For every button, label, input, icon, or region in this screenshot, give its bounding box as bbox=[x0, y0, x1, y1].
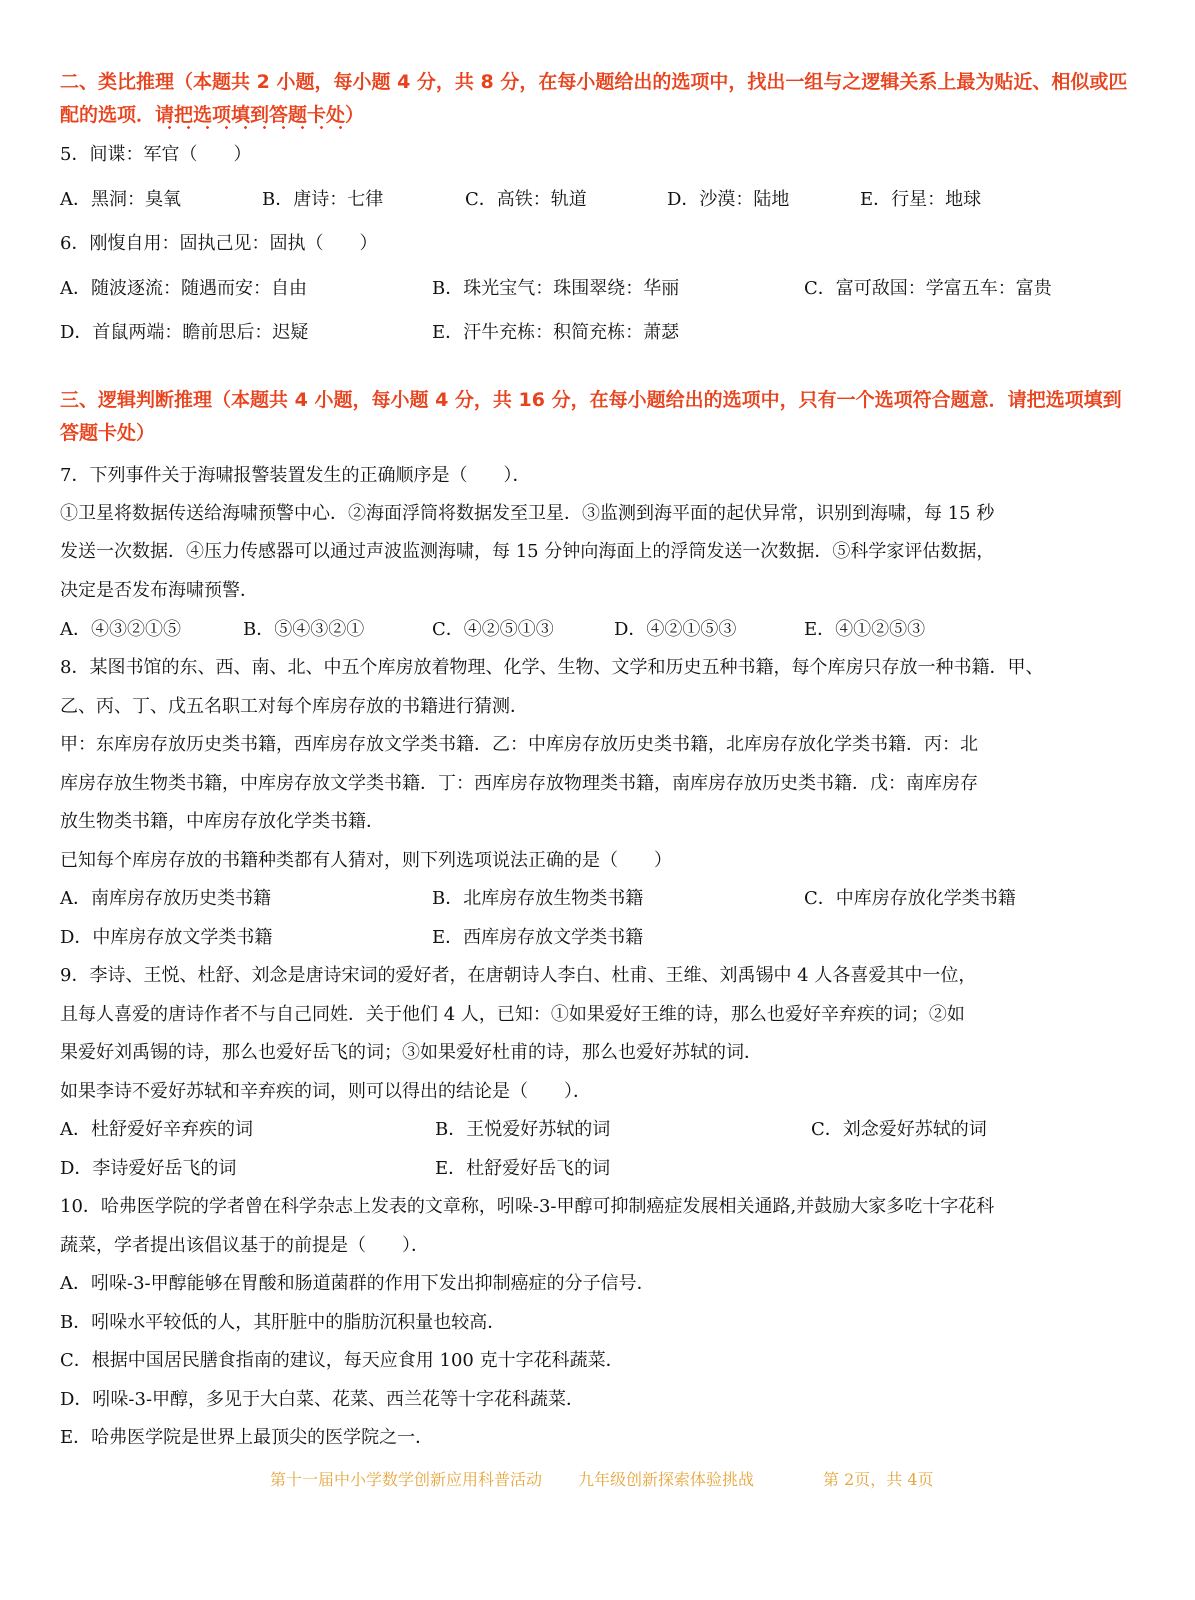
section-heading-logic bbox=[60, 384, 1140, 450]
question-9-text: 果爱好刘禹锡的诗，那么也爱好岳飞的词；③如果爱好杜甫的诗，那么也爱好苏轼的词． bbox=[60, 1042, 762, 1063]
q8-option-c[interactable]: C．中库房存放化学类书籍 bbox=[804, 888, 1016, 909]
question-7-text: 发送一次数据．④压力传感器可以通过声波监测海啸，每 15 分钟向海面上的浮筒发送一次数据．⑤科学家评估数据， bbox=[60, 541, 995, 562]
q7-option-e[interactable]: E．④①②⑤③ bbox=[804, 619, 926, 640]
q5-option-e[interactable]: E．行星：地球 bbox=[860, 189, 982, 210]
question-8-text: 放生物类书籍，中库房存放化学类书籍． bbox=[60, 811, 384, 832]
question-7-text: 决定是否发布海啸预警． bbox=[60, 580, 258, 601]
q8-option-b[interactable]: B．北库房存放生物类书籍 bbox=[432, 888, 644, 909]
question-8-text: 库房存放生物类书籍，中库房存放文学类书籍．丁：西库房存放物理类书籍，南库房存放历史类书籍．戊：南库房存 bbox=[60, 773, 978, 794]
question-7-stem: 7．下列事件关于海啸报警装置发生的正确顺序是（ ）． bbox=[60, 465, 531, 486]
question-6-stem: 6．刚愎自用：固执己见：固执（ ） bbox=[60, 233, 378, 254]
question-10-text: 蔬菜，学者提出该倡议基于的前提是（ ）． bbox=[60, 1235, 429, 1256]
q7-option-d[interactable]: D．④②①⑤③ bbox=[614, 619, 737, 640]
q8-option-d[interactable]: D．中库房存放文学类书籍 bbox=[60, 927, 273, 948]
q10-option-d[interactable]: D．吲哚-3-甲醇，多见于大白菜、花菜、西兰花等十字花科蔬菜． bbox=[60, 1389, 585, 1410]
question-5-stem: 5．间谍：军官（ ） bbox=[60, 144, 252, 165]
section-heading-text-end: ） bbox=[345, 104, 365, 126]
q7-option-c[interactable]: C．④②⑤①③ bbox=[432, 619, 554, 640]
question-8-text: 8．某图书馆的东、西、南、北、中五个库房放着物理、化学、生物、文学和历史五种书籍，每个库房只存放一种书籍．甲、 bbox=[60, 657, 1044, 678]
q9-option-b[interactable]: B．王悦爱好苏轼的词 bbox=[435, 1119, 611, 1140]
section-heading-text: 三、逻辑判断推理（本题共 4 小题，每小题 4 分，共 16 分，在每小题给出的选项中，只有一个选项符合题意． bbox=[60, 389, 1008, 411]
q9-option-e[interactable]: E．杜舒爱好岳飞的词 bbox=[435, 1158, 611, 1179]
q6-option-d[interactable]: D．首鼠两端：瞻前思后：迟疑 bbox=[60, 322, 309, 343]
footer-event-name: 第十一届中小学数学创新应用科普活动 bbox=[270, 1470, 543, 1489]
q8-option-e[interactable]: E．西库房存放文学类书籍 bbox=[432, 927, 644, 948]
q6-option-e[interactable]: E．汗牛充栋：积简充栋：萧瑟 bbox=[432, 322, 680, 343]
question-9-text: 9．李诗、王悦、杜舒、刘念是唐诗宋词的爱好者，在唐朝诗人李白、杜甫、王维、刘禹锡中 4 人各喜爱其中一位， bbox=[60, 965, 977, 986]
q7-option-a[interactable]: A．④③②①⑤ bbox=[60, 619, 181, 640]
q5-option-a[interactable]: A．黑洞：臭氧 bbox=[60, 189, 181, 210]
question-7-text: ①卫星将数据传送给海啸预警中心．②海面浮筒将数据发至卫星．③监测到海平面的起伏异常，识别到海啸，每 15 秒 bbox=[60, 503, 995, 524]
q6-option-a[interactable]: A．随波逐流：随遇而安：自由 bbox=[60, 278, 307, 299]
question-9-text: 且每人喜爱的唐诗作者不与自己同姓．关于他们 4 人，已知：①如果爱好王维的诗，那么也爱好辛弃疾的词；②如 bbox=[60, 1004, 965, 1025]
q5-option-b[interactable]: B．唐诗：七律 bbox=[262, 189, 384, 210]
section-heading-text-end: ） bbox=[136, 422, 156, 444]
emphasis-text: 请把选项填到答题卡处 bbox=[155, 104, 346, 126]
footer-grade: 九年级创新探索体验挑战 bbox=[578, 1470, 755, 1489]
q10-option-c[interactable]: C．根据中国居民膳食指南的建议，每天应食用 100 克十字花科蔬菜． bbox=[60, 1350, 624, 1371]
q7-option-b[interactable]: B．⑤④③②① bbox=[243, 619, 365, 640]
q8-option-a[interactable]: A．南库房存放历史类书籍 bbox=[60, 888, 271, 909]
footer-page-number: 第 2页，共 4页 bbox=[823, 1470, 934, 1489]
section-heading-analogy bbox=[60, 66, 1140, 132]
q6-option-c[interactable]: C．富可敌国：学富五车：富贵 bbox=[804, 278, 1052, 299]
q10-option-e[interactable]: E．哈弗医学院是世界上最顶尖的医学院之一． bbox=[60, 1427, 434, 1448]
question-8-text: 已知每个库房存放的书籍种类都有人猜对，则下列选项说法正确的是（ ） bbox=[60, 850, 672, 871]
emphasis-text: 请把选项填到答题卡处 bbox=[60, 389, 1122, 444]
q9-option-c[interactable]: C．刘念爱好苏轼的词 bbox=[811, 1119, 987, 1140]
q10-option-b[interactable]: B．吲哚水平较低的人，其肝脏中的脂肪沉积量也较高． bbox=[60, 1312, 506, 1333]
q6-option-b[interactable]: B．珠光宝气：珠围翠绕：华丽 bbox=[432, 278, 680, 299]
section-heading-text: 二、类比推理（本题共 2 小题，每小题 4 分，共 8 分，在每小题给出的选项中，找出一组与之逻辑关系上最为贴近、相似或匹配的选项． bbox=[60, 71, 1128, 126]
question-10-text: 10．哈弗医学院的学者曾在科学杂志上发表的文章称，吲哚-3-甲醇可抑制癌症发展相关通路,并鼓励大家多吃十字花科 bbox=[60, 1196, 995, 1217]
q9-option-a[interactable]: A．杜舒爱好辛弃疾的词 bbox=[60, 1119, 253, 1140]
question-9-text: 如果李诗不爱好苏轼和辛弃疾的词，则可以得出的结论是（ ）． bbox=[60, 1081, 591, 1102]
q5-option-d[interactable]: D．沙漠：陆地 bbox=[667, 189, 790, 210]
q5-option-c[interactable]: C．高铁：轨道 bbox=[465, 189, 587, 210]
question-8-text: 甲：东库房存放历史类书籍，西库房存放文学类书籍．乙：中库房存放历史类书籍，北库房存放化学类书籍．丙：北 bbox=[60, 734, 978, 755]
question-8-text: 乙、丙、丁、戊五名职工对每个库房存放的书籍进行猜测． bbox=[60, 696, 528, 717]
q10-option-a[interactable]: A．吲哚-3-甲醇能够在胃酸和肠道菌群的作用下发出抑制癌症的分子信号． bbox=[60, 1273, 655, 1294]
q9-option-d[interactable]: D．李诗爱好岳飞的词 bbox=[60, 1158, 237, 1179]
